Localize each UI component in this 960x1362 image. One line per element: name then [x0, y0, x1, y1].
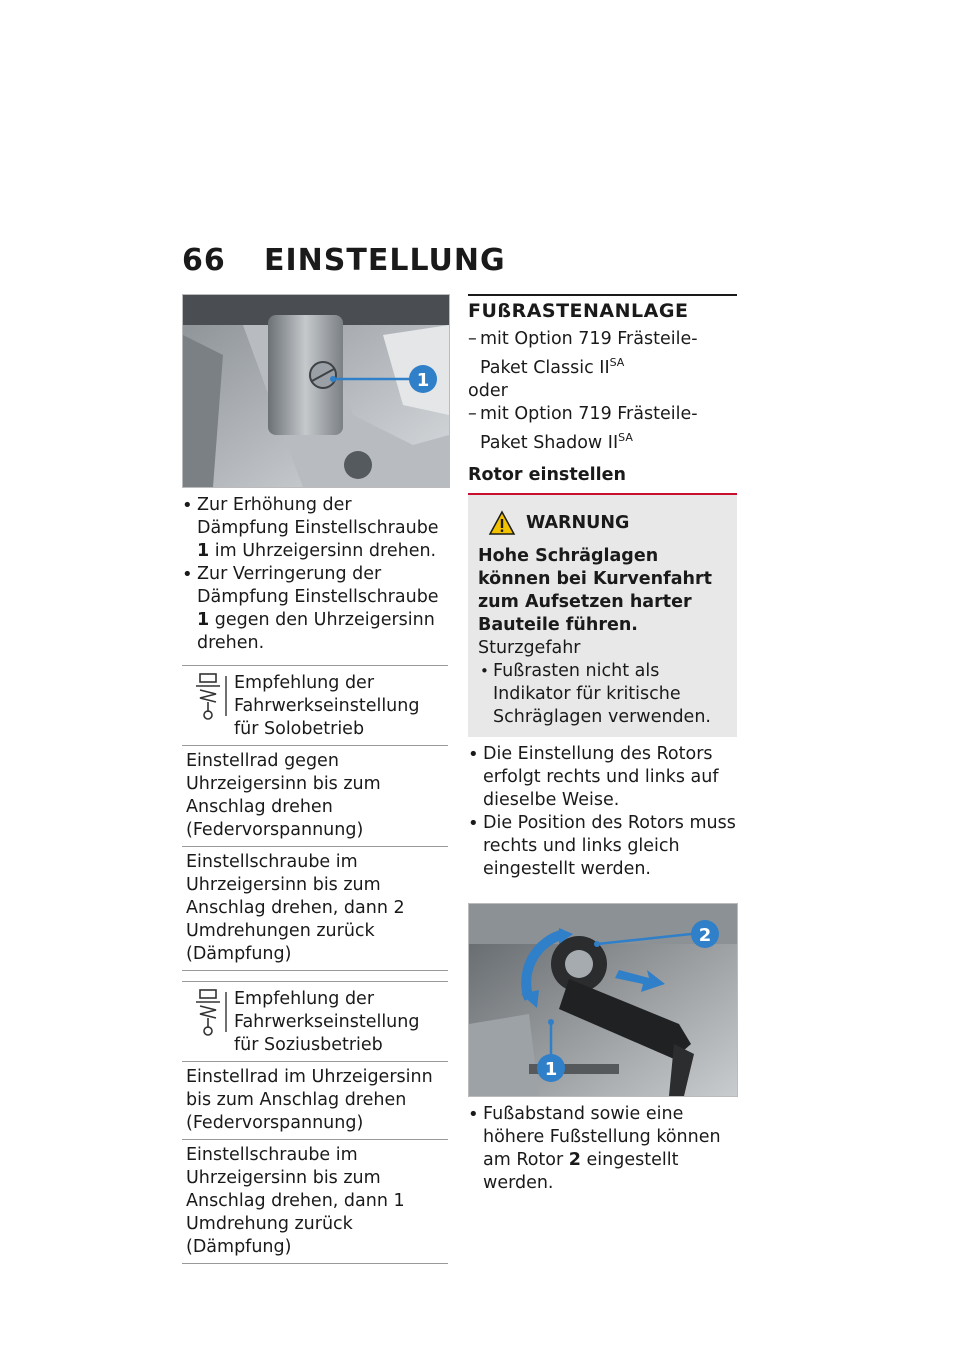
callout-1: 1 [544, 1058, 558, 1080]
warning-label: WARNUNG [488, 505, 727, 541]
page-header [182, 240, 506, 280]
callout-1: 1 [416, 370, 430, 391]
or-label: oder [468, 380, 508, 401]
page-title: EINSTELLUNG [264, 242, 506, 278]
left-column [182, 294, 448, 1264]
recommendation-row: Einstellschraube im Uhrzeigersinn bis zum Anschlag drehen, dann 2 Umdrehungen zurück (Dämpfung) [182, 847, 448, 971]
list-item: • Zur Verringerung der Dämpfung Einstellschraube 1 gegen den Uhrzeigersinn drehen. [182, 563, 448, 655]
right-column [468, 294, 737, 1195]
callout-2: 2 [698, 924, 712, 946]
suspension-icon [186, 988, 230, 1036]
warning-triangle-icon [488, 510, 516, 536]
recommendation-heading: Empfehlung der Fahrwerkseinstellung für Solobetrieb [182, 666, 448, 746]
recommendation-row: Einstellschraube im Uhrzeigersinn bis zum Anschlag drehen, dann 1 Umdrehung zurück (Dämpfung) [182, 1140, 448, 1264]
section-title: FUßRASTENANLAGE [468, 294, 737, 322]
recommendation-solo [182, 665, 448, 971]
option-classic: – mit Option 719 Frästeile-Paket Classic $II^{SA}$ [468, 329, 698, 378]
warning-list [478, 660, 727, 729]
damping-adjuster-photo [182, 294, 450, 488]
warning-box [468, 495, 737, 737]
list-item: • Fußabstand sowie eine höhere Fußstellung können am Rotor 2 eingestellt werden. [468, 1103, 737, 1195]
recommendation-heading: Empfehlung der Fahrwerkseinstellung für Soziusbetrieb [182, 982, 448, 1062]
recommendation-row: Einstellrad im Uhrzeigersinn bis zum Anschlag drehen (Federvorspannung) [182, 1062, 448, 1140]
list-item: • Zur Erhöhung der Dämpfung Einstellschraube 1 im Uhrzeigersinn drehen. [182, 494, 448, 563]
damping-instructions [182, 494, 448, 655]
list-item: • Die Position des Rotors muss rechts und links gleich eingestellt werden. [468, 812, 737, 881]
list-item: • Die Einstellung des Rotors erfolgt rechts und links auf dieselbe Weise. [468, 743, 737, 812]
rotor-footposition-note [468, 1103, 737, 1195]
footpeg-rotor-photo [468, 903, 738, 1097]
warning-subject: Sturzgefahr [478, 637, 581, 658]
rotor-instructions [468, 743, 737, 881]
warning-heading: Hohe Schräglagen können bei Kurvenfahrt zum Aufsetzen harter Bauteile führen. [478, 545, 712, 635]
subsection-title: Rotor einstellen [468, 465, 737, 495]
option-shadow: – mit Option 719 Frästeile-Paket Shadow $II^{SA}$ [468, 403, 698, 453]
list-item: • Fußrasten nicht als Indikator für kritische Schräglagen verwenden. [478, 660, 727, 729]
recommendation-row: Einstellrad gegen Uhrzeigersinn bis zum Anschlag drehen (Federvorspannung) [182, 746, 448, 847]
recommendation-pillion [182, 981, 448, 1264]
page-number: 66 [182, 242, 226, 278]
suspension-icon [186, 672, 230, 720]
